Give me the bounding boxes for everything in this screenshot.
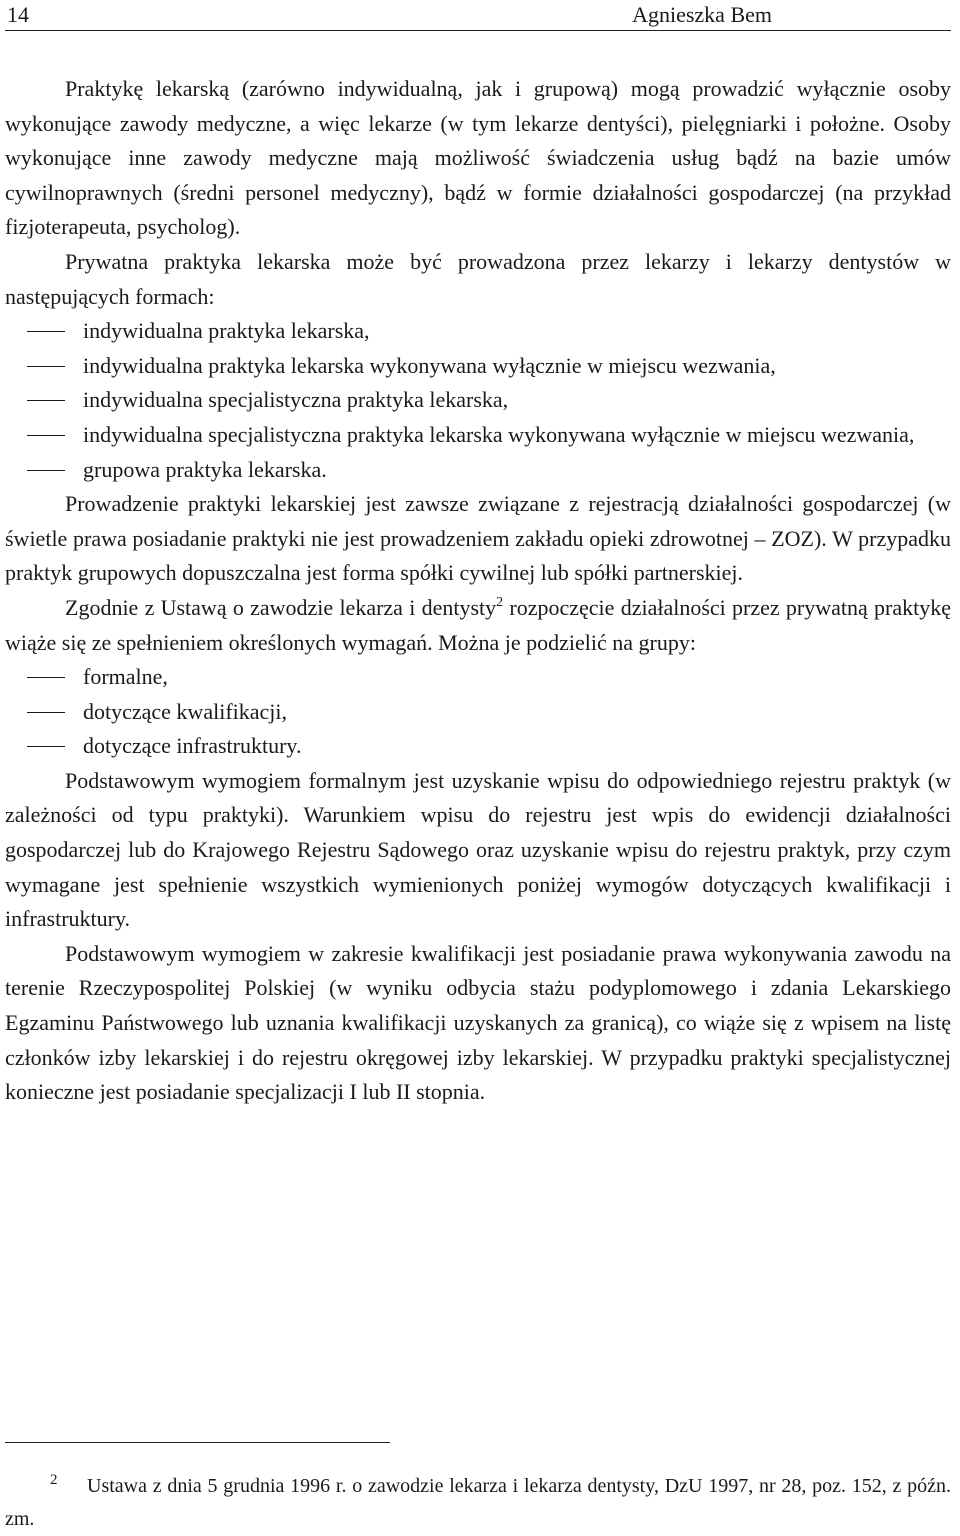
page-number: 14 (7, 2, 29, 27)
footnote: 2 Ustawa z dnia 5 grudnia 1996 r. o zawodzie lekarza i lekarza dentysty, DzU 1997, nr 28, poz. 152, z późn. zm. (5, 1472, 951, 1530)
paragraph-5: Podstawowym wymogiem formalnym jest uzyskanie wpisu do odpowiedniego rejestru praktyk (w zależności od typu praktyki). Warunkiem wpisu do rejestru jest wpis do ewidencji działalności gospodarczej lub do Krajowego Rejestru Sądowego oraz uzyskanie wpisu do rejestru praktyk, przy czym wymagane jest spełnienie wszystkich wymienionych poniżej wymogów dotyczących kwalifikacji i infrastruktury. (5, 767, 951, 932)
list-item: indywidualna specjalistyczna praktyka lekarska wykonywana wyłącznie w miejscu wezwania, (5, 418, 951, 453)
requirement-groups-list (5, 660, 951, 764)
list-item: dotyczące kwalifikacji, (5, 695, 951, 730)
footnote-separator (5, 1442, 390, 1443)
page-header (5, 0, 951, 31)
list-item: indywidualna specjalistyczna praktyka lekarska, (5, 383, 951, 418)
paragraph-6: Podstawowym wymogiem w zakresie kwalifikacji jest posiadanie prawa wykonywania zawodu na terenie Rzeczypospolitej Polskiej (w wyniku odbycia stażu podyplomowego i zdania Lekarskiego Egzaminu Państwowego lub uznania kwalifikacji uzyskanych za granicą), co wiąże się z wpisem na listę członków izby lekarskiej i do rejestru okręgowej izby lekarskiej. W przypadku praktyki specjalistycznej konieczne jest posiadanie specjalizacji I lub II stopnia. (5, 940, 951, 1105)
paragraph-1: Praktykę lekarską (zarówno indywidualną, jak i grupową) mogą prowadzić wyłącznie osoby wykonujące zawody medyczne, a więc lekarze (w tym lekarze dentyści), pielęgniarki i położne. Osoby wykonujące inne zawody medyczne mają możliwość świadczenia usług bądź na bazie umów cywilnoprawnych (średni personel medyczny), bądź w formie działalności gospodarczej (na przykład fizjoterapeuta, psycholog). (5, 76, 951, 240)
document-page (5, 0, 951, 1110)
footnote-reference[interactable]: 2 (496, 594, 504, 610)
paragraph-4-start: Zgodnie z Ustawą o zawodzie lekarza i dentysty (65, 594, 497, 620)
list-item: indywidualna praktyka lekarska wykonywana wyłącznie w miejscu wezwania, (5, 349, 951, 384)
list-item: indywidualna praktyka lekarska, (5, 314, 951, 349)
running-head-author: Agnieszka Bem (632, 2, 772, 27)
paragraph-2: Prywatna praktyka lekarska może być prowadzona przez lekarzy i lekarzy dentystów w następujących formach: (5, 248, 951, 309)
practice-forms-list (5, 314, 951, 487)
paragraph-4 (5, 591, 951, 660)
paragraph-3: Prowadzenie praktyki lekarskiej jest zawsze związane z rejestracją działalności gospodarczej (w świetle prawa posiadanie praktyki nie jest prowadzeniem zakładu opieki zdrowotnej – ZOZ). W przypadku praktyk grupowych dopuszczalna jest forma spółki cywilnej lub spółki partnerskiej. (5, 491, 951, 586)
list-item: dotyczące infrastruktury. (5, 729, 951, 764)
body-text (5, 72, 951, 1110)
paragraph-4-end: rozpoczęcie działalności przez prywatną praktykę wiąże się ze spełnieniem określonych wymagań. Można je podzielić na grupy: (5, 594, 952, 655)
list-item: grupowa praktyka lekarska. (5, 453, 951, 488)
list-item: formalne, (5, 660, 951, 695)
footnote-text: Ustawa z dnia 5 grudnia 1996 r. o zawodzie lekarza i lekarza dentysty, DzU 1997, nr 28, poz. 152, z późn. zm. (5, 1475, 951, 1530)
